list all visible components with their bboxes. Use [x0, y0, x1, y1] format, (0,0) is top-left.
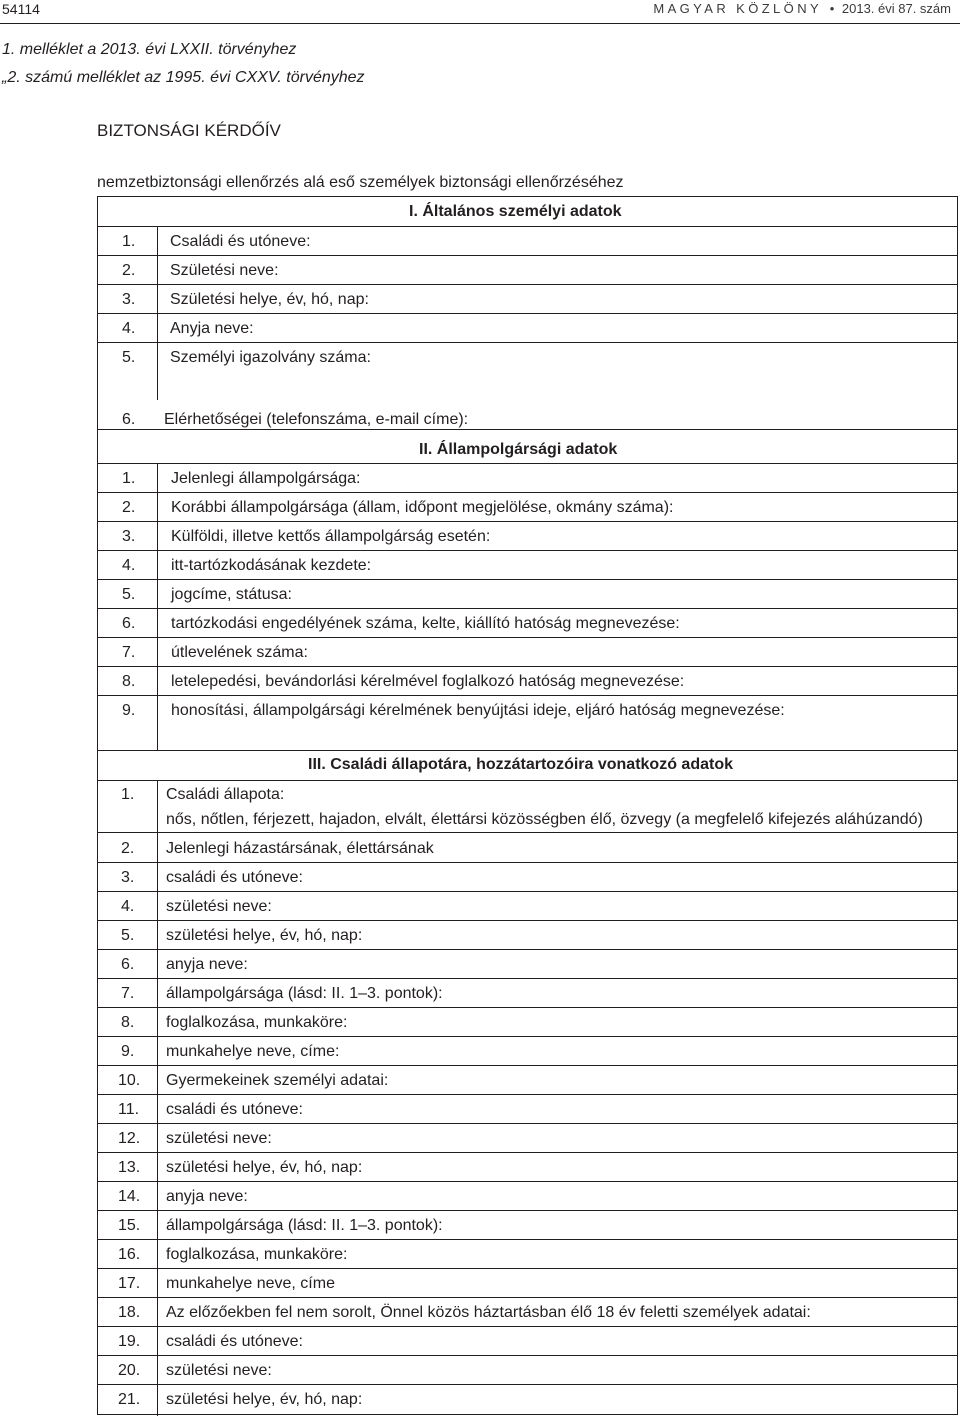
item-number: 1. [122, 233, 136, 250]
row-divider [98, 666, 957, 667]
item-number: 13. [118, 1159, 141, 1176]
item-number: 4. [122, 557, 136, 574]
row-divider [98, 1123, 957, 1124]
row-divider [98, 550, 957, 551]
row-divider [98, 1355, 957, 1356]
publication-header [653, 1, 951, 16]
item-label: anyja neve: [166, 1188, 248, 1205]
header-rule [0, 23, 960, 24]
item-number: 1. [122, 470, 136, 487]
item-number: 17. [118, 1275, 141, 1292]
row-divider [98, 608, 957, 609]
row-divider [98, 1007, 957, 1008]
item-number: 4. [121, 898, 135, 915]
item-label: születési helye, év, hó, nap: [166, 927, 363, 944]
item-label: anyja neve: [166, 956, 248, 973]
item-number: 18. [118, 1304, 141, 1321]
item-number: 5. [121, 927, 135, 944]
item-label: Jelenlegi házastársának, élettársának [166, 840, 434, 857]
item-label: Jelenlegi állampolgársága: [171, 470, 361, 487]
section-3-heading: III. Családi állapotára, hozzátartozóira vonatkozó adatok [308, 756, 733, 773]
item-number: 1. [121, 786, 135, 803]
publication-title: MAGYAR KÖZLÖNY [653, 1, 823, 16]
row-divider [98, 832, 957, 833]
row-divider [98, 949, 957, 950]
row-divider [98, 1384, 957, 1385]
issue-number: 2013. évi 87. szám [841, 1, 951, 16]
item-number: 6. [122, 615, 136, 632]
item-number: 5. [122, 586, 136, 603]
item-number: 12. [118, 1130, 141, 1147]
annex-line-1: 1. melléklet a 2013. évi LXXII. törvényhez [2, 41, 297, 58]
row-divider [98, 862, 957, 863]
row-divider [98, 284, 957, 285]
item-label: munkahelye neve, címe: [166, 1043, 340, 1060]
bullet-separator: • [829, 1, 835, 16]
item-label: foglalkozása, munkaköre: [166, 1014, 348, 1031]
questionnaire-form [97, 196, 958, 1415]
item-number: 2. [121, 840, 135, 857]
item-number: 2. [122, 262, 136, 279]
document-title: BIZTONSÁGI KÉRDŐÍV [97, 121, 281, 140]
row-divider [98, 1268, 957, 1269]
document-subtitle: nemzetbiztonsági ellenőrzés alá eső személyek biztonsági ellenőrzéséhez [97, 174, 624, 191]
item-number: 6. [122, 411, 136, 428]
item-label: születési neve: [166, 1130, 272, 1147]
item-label: Születési neve: [170, 262, 279, 279]
item-number: 16. [118, 1246, 141, 1263]
item-number: 15. [118, 1217, 141, 1234]
item-label: foglalkozása, munkaköre: [166, 1246, 348, 1263]
item-label: Az előzőekben fel nem sorolt, Önnel közös háztartásban élő 18 év feletti személyek adatai: [166, 1304, 811, 1321]
item-label: születési helye, év, hó, nap: [166, 1159, 363, 1176]
row-divider [98, 1297, 957, 1298]
item-label: állampolgársága (lásd: II. 1–3. pontok): [166, 1217, 443, 1234]
row-divider [98, 492, 957, 493]
item-label: munkahelye neve, címe [166, 1275, 335, 1292]
item-number: 3. [122, 291, 136, 308]
item-number: 4. [122, 320, 136, 337]
section-1-heading: I. Általános személyi adatok [409, 203, 622, 220]
section-2-heading: II. Állampolgársági adatok [419, 441, 618, 458]
row-divider [98, 342, 957, 343]
item-number: 14. [118, 1188, 141, 1205]
row-divider [98, 1239, 957, 1240]
item-number: 21. [118, 1391, 141, 1408]
item-number: 3. [122, 528, 136, 545]
item-number: 8. [122, 673, 136, 690]
item-number: 10. [118, 1072, 141, 1089]
item-label: Korábbi állampolgársága (állam, időpont megjelölése, okmány száma): [171, 499, 674, 516]
item-label: itt-tartózkodásának kezdete: [171, 557, 372, 574]
row-divider [98, 226, 957, 227]
item-number: 6. [121, 956, 135, 973]
row-divider [98, 463, 957, 464]
marital-options-text: nős, nőtlen, férjezett, hajadon, elvált, élettársi közösségben élő, özvegy (a megfelelő kifejezés aláhúzandó) [166, 811, 923, 828]
item-label: születési neve: [166, 1362, 272, 1379]
item-label: születési helye, év, hó, nap: [166, 1391, 363, 1408]
row-divider [98, 1152, 957, 1153]
column-divider [157, 463, 158, 750]
row-divider [98, 1326, 957, 1327]
row-divider [98, 1065, 957, 1066]
item-label: Gyermekeinek személyi adatai: [166, 1072, 389, 1089]
item-label: letelepedési, bevándorlási kérelmével foglalkozó hatóság megnevezése: [171, 673, 685, 690]
item-label: családi és utóneve: [166, 869, 303, 886]
row-divider [98, 978, 957, 979]
item-label: Családi állapota: [166, 786, 285, 803]
item-label: családi és utóneve: [166, 1333, 303, 1350]
item-label: családi és utóneve: [166, 1101, 303, 1118]
row-divider [98, 1036, 957, 1037]
row-divider [98, 920, 957, 921]
item-number: 3. [121, 869, 135, 886]
column-divider [157, 780, 158, 1416]
row-divider [98, 891, 957, 892]
item-label: útlevelének száma: [171, 644, 308, 661]
row-divider [98, 1094, 957, 1095]
item-label: Családi és utóneve: [170, 233, 311, 250]
row-divider [98, 521, 957, 522]
row-divider [98, 695, 957, 696]
item-label: Születési helye, év, hó, nap: [170, 291, 369, 308]
item-label: születési neve: [166, 898, 272, 915]
row-divider [98, 579, 957, 580]
row-divider [98, 750, 957, 751]
item-number: 19. [118, 1333, 141, 1350]
row-divider [98, 1181, 957, 1182]
row-divider [98, 255, 957, 256]
item-label: Személyi igazolvány száma: [170, 349, 371, 366]
item-number: 2. [122, 499, 136, 516]
page-number: 54114 [2, 1, 40, 17]
annex-line-2: „2. számú melléklet az 1995. évi CXXV. törvényhez [2, 69, 365, 86]
item-number: 7. [122, 644, 136, 661]
item-number: 7. [121, 985, 135, 1002]
item-number: 11. [118, 1101, 140, 1118]
item-number: 5. [122, 349, 136, 366]
item-label: Külföldi, illetve kettős állampolgárság esetén: [171, 528, 491, 545]
item-number: 9. [122, 702, 136, 719]
column-divider [157, 226, 158, 400]
item-label: Anyja neve: [170, 320, 254, 337]
item-label: állampolgársága (lásd: II. 1–3. pontok): [166, 985, 443, 1002]
item-label: Elérhetőségei (telefonszáma, e-mail címe): [164, 411, 469, 428]
item-number: 20. [118, 1362, 141, 1379]
row-divider [98, 780, 957, 781]
item-label: jogcíme, státusa: [171, 586, 292, 603]
item-label: tartózkodási engedélyének száma, kelte, kiállító hatóság megnevezése: [171, 615, 680, 632]
item-number: 9. [121, 1043, 135, 1060]
item-number: 8. [121, 1014, 135, 1031]
row-divider [98, 429, 957, 430]
row-divider [98, 1210, 957, 1211]
row-divider [98, 313, 957, 314]
item-label: honosítási, állampolgársági kérelmének benyújtási ideje, eljáró hatóság megnevezése: [171, 702, 785, 719]
row-divider [98, 637, 957, 638]
